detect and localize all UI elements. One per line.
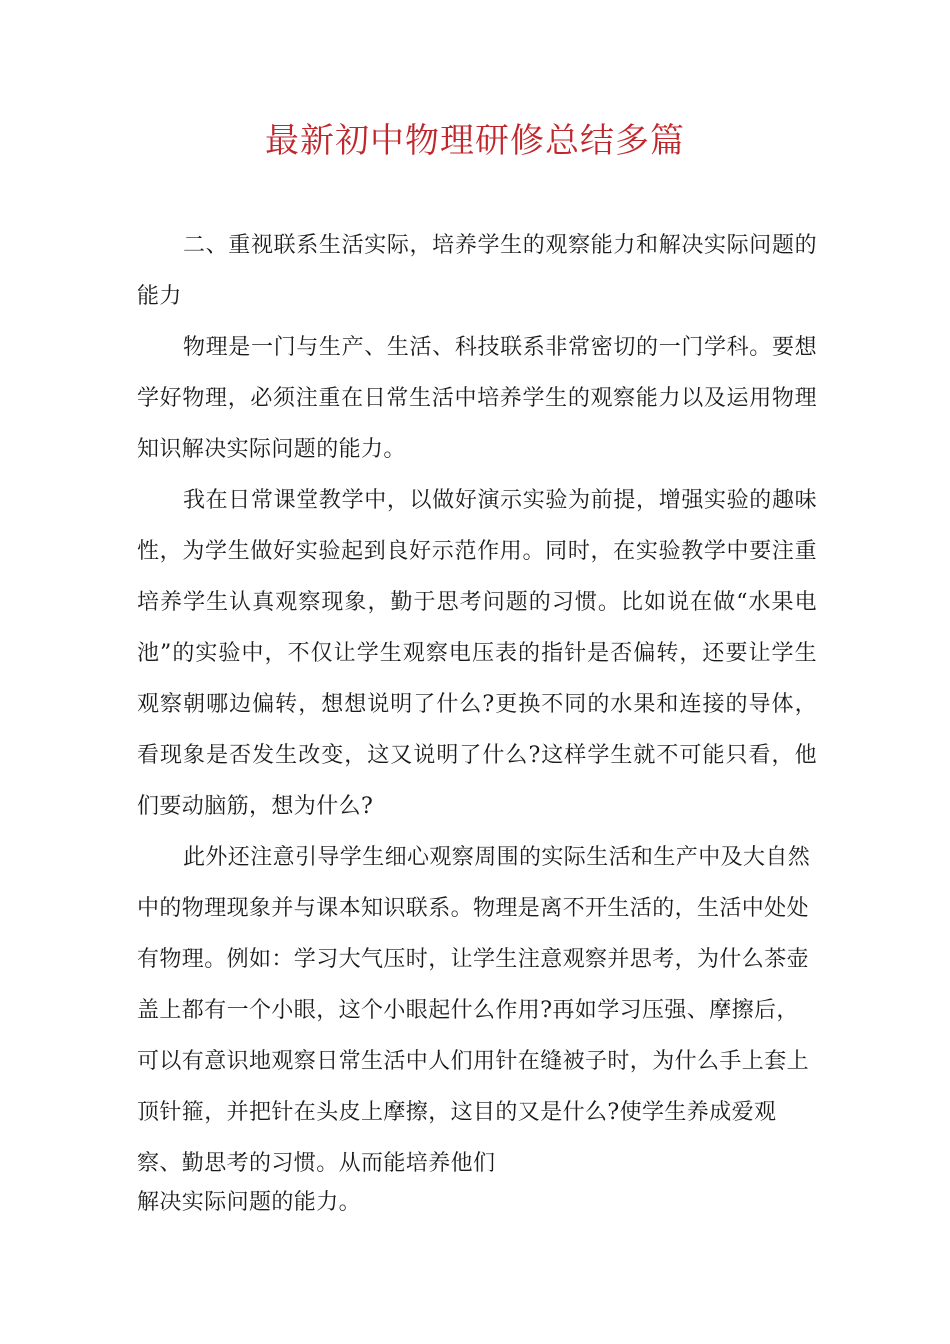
paragraph-tail-line: 解决实际问题的能力。 — [137, 1190, 362, 1215]
paragraph: 此外还注意引导学生细心观察周围的实际生活和生产中及大自然中的物理现象并与课本知识联系。物理是离不开生活的，生活中处处有物理。例如：学习大气压时，让学生注意观察并思考，为什么茶壶盖上都有一个小眼，这个小眼起什么作用?再如学习压强、摩擦后，可以有意识地观察日常生活中人们用针在缝被子时，为什么手上套上顶针箍，并把针在头皮上摩擦，这目的又是什么?使学生养成爱观察、勤思考的习惯。从而能培养他们 — [137, 845, 811, 1176]
paragraph: 我在日常课堂教学中，以做好演示实验为前提，增强实验的趣味性，为学生做好实验起到良好示范作用。同时，在实验教学中要注重培养学生认真观察现象，勤于思考问题的习惯。比如说在做“水果电池”的实验中，不仅让学生观察电压表的指针是否偏转，还要让学生观察朝哪边偏转，想想说明了什么?更换不同的水果和连接的导体，看现象是否发生改变，这又说明了什么?这样学生就不可能只看，他们要动脑筋，想为什么? — [137, 488, 817, 819]
document-title: 最新初中物理研修总结多篇 — [265, 121, 685, 161]
paragraph: 物理是一门与生产、生活、科技联系非常密切的一门学科。要想学好物理，必须注重在日常生活中培养学生的观察能力以及运用物理知识解决实际问题的能力。 — [137, 335, 817, 462]
document-body — [137, 220, 817, 1215]
paragraph-heading: 二、重视联系生活实际，培养学生的观察能力和解决实际问题的能力 — [137, 233, 817, 309]
